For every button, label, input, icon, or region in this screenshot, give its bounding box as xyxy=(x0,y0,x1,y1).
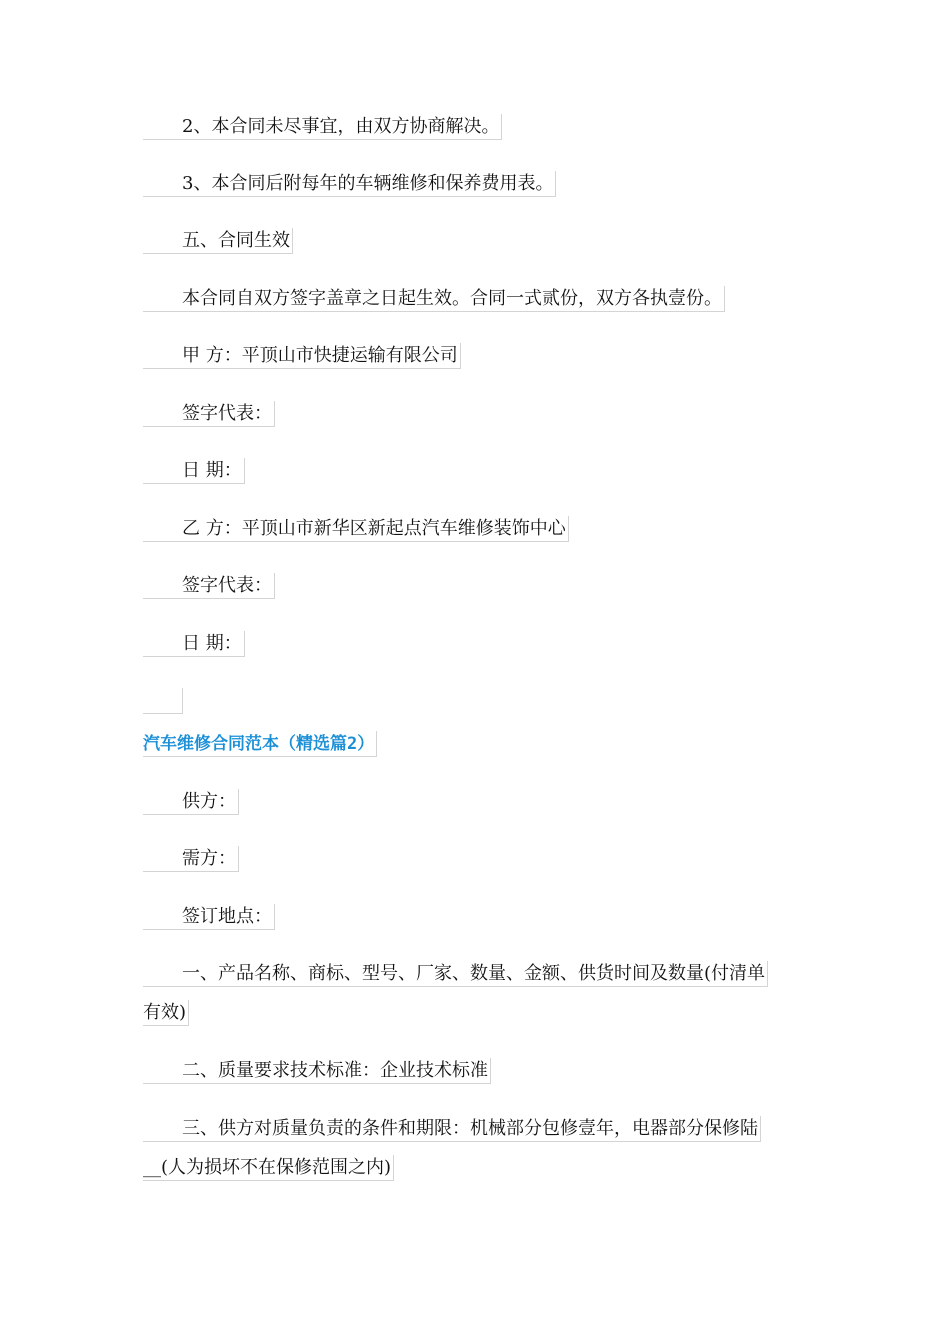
section-five-heading: 五、合同生效 xyxy=(143,228,293,254)
product-clause-line-2: 有效) xyxy=(143,1000,189,1026)
blank-line xyxy=(143,688,183,714)
buyer-line: 需方： xyxy=(143,846,239,872)
party-a-date: 日 期： xyxy=(143,458,245,484)
party-a: 甲 方：平顶山市快捷运输有限公司 xyxy=(143,343,461,369)
section-title: 汽车维修合同范本（精选篇2） xyxy=(143,731,377,757)
warranty-clause-line-2: __(人为损坏不在保修范围之内) xyxy=(143,1155,394,1181)
party-b-signature: 签字代表： xyxy=(143,573,275,599)
product-clause-line-1: 一、产品名称、商标、型号、厂家、数量、金额、供货时间及数量(付清单 xyxy=(143,961,768,987)
party-b-date: 日 期： xyxy=(143,631,245,657)
supplier-line: 供方： xyxy=(143,789,239,815)
effective-clause: 本合同自双方签字盖章之日起生效。合同一式贰份，双方各执壹份。 xyxy=(143,286,725,312)
quality-standard-line: 二、质量要求技术标准：企业技术标准 xyxy=(143,1058,491,1084)
clause-2: 2、本合同未尽事宜，由双方协商解决。 xyxy=(143,114,502,140)
signing-place-line: 签订地点： xyxy=(143,904,275,930)
party-b: 乙 方：平顶山市新华区新起点汽车维修装饰中心 xyxy=(143,516,569,542)
clause-3: 3、本合同后附每年的车辆维修和保养费用表。 xyxy=(143,171,556,197)
warranty-clause-line-1: 三、供方对质量负责的条件和期限：机械部分包修壹年，电器部分保修陆 xyxy=(143,1116,761,1142)
party-a-signature: 签字代表： xyxy=(143,401,275,427)
